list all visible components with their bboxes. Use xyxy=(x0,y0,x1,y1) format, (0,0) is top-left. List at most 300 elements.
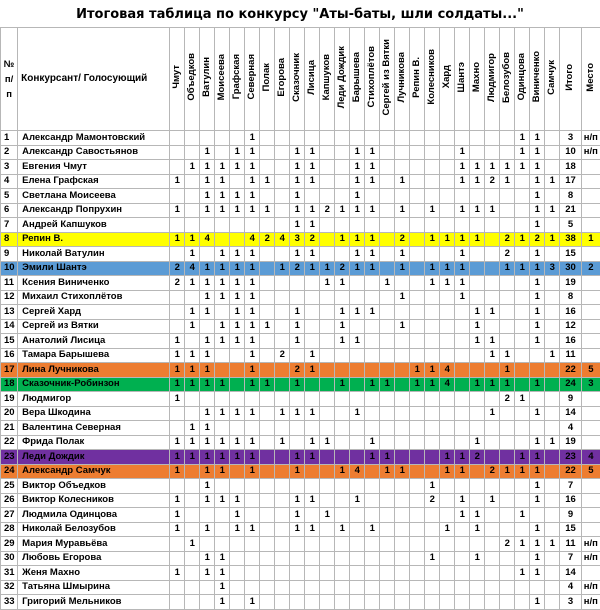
vote-cell xyxy=(515,319,530,334)
contestant-name: Сергей Хард xyxy=(18,305,170,320)
vote-cell: 3 xyxy=(290,232,305,247)
vote-cell xyxy=(365,334,380,349)
vote-cell xyxy=(350,363,365,378)
vote-cell xyxy=(215,348,230,363)
vote-cell xyxy=(215,392,230,407)
vote-cell xyxy=(545,464,560,479)
vote-cell: 1 xyxy=(380,377,395,392)
vote-cell: 1 xyxy=(230,450,245,465)
vote-cell: 1 xyxy=(200,276,215,291)
place-cell xyxy=(581,406,600,421)
vote-cell xyxy=(395,145,410,160)
vote-cell xyxy=(440,174,455,189)
vote-cell xyxy=(395,392,410,407)
vote-cell: 1 xyxy=(170,566,185,581)
vote-cell xyxy=(410,145,425,160)
vote-cell xyxy=(185,595,200,610)
vote-cell xyxy=(425,421,440,436)
vote-cell xyxy=(245,580,260,595)
header-voter-label: Одинцова xyxy=(516,53,529,100)
vote-cell: 1 xyxy=(260,319,275,334)
header-voter-label: Графская xyxy=(231,54,244,99)
table-row xyxy=(1,174,600,189)
vote-cell: 1 xyxy=(455,276,470,291)
vote-cell xyxy=(200,580,215,595)
vote-cell: 1 xyxy=(425,479,440,494)
vote-cell xyxy=(545,290,560,305)
row-number: 10 xyxy=(1,261,18,276)
vote-cell xyxy=(230,377,245,392)
vote-cell: 1 xyxy=(230,290,245,305)
vote-cell xyxy=(305,508,320,523)
vote-cell xyxy=(425,392,440,407)
row-number: 16 xyxy=(1,348,18,363)
place-cell: н/п xyxy=(581,145,600,160)
vote-cell xyxy=(365,421,380,436)
vote-cell: 3 xyxy=(545,261,560,276)
vote-cell: 1 xyxy=(290,406,305,421)
vote-cell xyxy=(335,363,350,378)
vote-cell xyxy=(305,319,320,334)
total-cell: 4 xyxy=(560,580,581,595)
vote-cell: 1 xyxy=(530,203,545,218)
vote-cell xyxy=(410,508,425,523)
header-voter xyxy=(320,28,335,131)
vote-cell xyxy=(485,319,500,334)
vote-cell: 1 xyxy=(545,203,560,218)
vote-cell: 1 xyxy=(350,203,365,218)
header-voter xyxy=(200,28,215,131)
vote-cell xyxy=(485,392,500,407)
vote-cell xyxy=(410,537,425,552)
vote-cell: 1 xyxy=(305,160,320,175)
header-place xyxy=(581,28,600,131)
vote-cell: 1 xyxy=(230,189,245,204)
vote-cell xyxy=(515,580,530,595)
total-cell: 17 xyxy=(560,174,581,189)
vote-cell xyxy=(455,479,470,494)
vote-cell xyxy=(410,232,425,247)
vote-cell xyxy=(170,319,185,334)
vote-cell: 1 xyxy=(215,203,230,218)
vote-cell xyxy=(395,348,410,363)
vote-cell: 1 xyxy=(530,334,545,349)
vote-cell: 1 xyxy=(200,377,215,392)
vote-cell xyxy=(500,421,515,436)
place-cell: н/п xyxy=(581,580,600,595)
vote-cell: 1 xyxy=(380,450,395,465)
vote-cell xyxy=(260,566,275,581)
header-voter xyxy=(350,28,365,131)
vote-cell xyxy=(275,392,290,407)
vote-cell xyxy=(170,247,185,262)
vote-cell xyxy=(395,450,410,465)
table-row xyxy=(1,290,600,305)
vote-cell xyxy=(335,595,350,610)
vote-cell xyxy=(350,290,365,305)
vote-cell xyxy=(500,566,515,581)
vote-cell xyxy=(260,493,275,508)
vote-cell xyxy=(290,421,305,436)
vote-cell: 1 xyxy=(200,203,215,218)
contestant-name: Александр Мамонтовский xyxy=(18,131,170,146)
vote-cell xyxy=(185,189,200,204)
vote-cell xyxy=(380,247,395,262)
vote-cell xyxy=(275,551,290,566)
vote-cell: 1 xyxy=(215,319,230,334)
contestant-name: Репин В. xyxy=(18,232,170,247)
vote-cell xyxy=(440,421,455,436)
vote-cell xyxy=(470,566,485,581)
vote-cell: 1 xyxy=(230,247,245,262)
vote-cell xyxy=(455,580,470,595)
vote-cell xyxy=(290,348,305,363)
vote-cell xyxy=(230,566,245,581)
vote-cell xyxy=(545,247,560,262)
vote-cell: 1 xyxy=(545,435,560,450)
vote-cell xyxy=(470,218,485,233)
vote-cell: 1 xyxy=(470,305,485,320)
vote-cell xyxy=(230,551,245,566)
vote-cell: 1 xyxy=(290,174,305,189)
vote-cell xyxy=(500,145,515,160)
vote-cell xyxy=(260,145,275,160)
vote-cell xyxy=(320,493,335,508)
vote-cell xyxy=(380,203,395,218)
vote-cell xyxy=(185,566,200,581)
vote-cell: 2 xyxy=(500,247,515,262)
vote-cell xyxy=(275,276,290,291)
vote-cell xyxy=(545,450,560,465)
row-number: 11 xyxy=(1,276,18,291)
vote-cell xyxy=(305,305,320,320)
vote-cell: 1 xyxy=(215,464,230,479)
vote-cell xyxy=(545,580,560,595)
vote-cell xyxy=(380,232,395,247)
row-number: 22 xyxy=(1,435,18,450)
vote-cell xyxy=(350,131,365,146)
vote-cell: 1 xyxy=(245,334,260,349)
vote-cell: 1 xyxy=(530,522,545,537)
header-voter-label: Шантэ xyxy=(456,62,469,92)
vote-cell xyxy=(275,363,290,378)
vote-cell: 1 xyxy=(455,261,470,276)
vote-cell: 1 xyxy=(455,203,470,218)
vote-cell: 1 xyxy=(485,305,500,320)
vote-cell xyxy=(440,131,455,146)
vote-cell: 1 xyxy=(245,261,260,276)
vote-cell: 1 xyxy=(245,131,260,146)
vote-cell: 1 xyxy=(245,290,260,305)
vote-cell xyxy=(395,363,410,378)
vote-cell xyxy=(245,566,260,581)
vote-cell xyxy=(365,493,380,508)
vote-cell xyxy=(500,450,515,465)
contestant-name: Евгения Чмут xyxy=(18,160,170,175)
vote-cell xyxy=(485,290,500,305)
vote-cell xyxy=(470,406,485,421)
vote-cell xyxy=(500,595,515,610)
vote-cell: 1 xyxy=(215,493,230,508)
vote-cell xyxy=(440,595,455,610)
vote-cell: 1 xyxy=(350,406,365,421)
vote-cell: 1 xyxy=(185,377,200,392)
header-voter-label: Чмут xyxy=(171,65,184,89)
vote-cell xyxy=(410,464,425,479)
vote-cell xyxy=(485,261,500,276)
vote-cell xyxy=(455,537,470,552)
header-voter xyxy=(260,28,275,131)
place-cell xyxy=(581,392,600,407)
vote-cell: 1 xyxy=(215,406,230,421)
vote-cell xyxy=(380,145,395,160)
vote-cell xyxy=(485,508,500,523)
vote-cell xyxy=(185,174,200,189)
vote-cell xyxy=(185,145,200,160)
vote-cell: 1 xyxy=(335,203,350,218)
vote-cell xyxy=(395,435,410,450)
contestant-name: Александр Савостьянов xyxy=(18,145,170,160)
vote-cell xyxy=(335,450,350,465)
vote-cell xyxy=(530,508,545,523)
header-total-label: Итого xyxy=(564,64,577,91)
header-voter-label: Барышева xyxy=(351,52,364,102)
vote-cell: 1 xyxy=(290,464,305,479)
vote-cell xyxy=(425,435,440,450)
header-voter-label: Махно xyxy=(471,62,484,92)
vote-cell xyxy=(410,406,425,421)
vote-cell xyxy=(440,537,455,552)
vote-cell xyxy=(515,174,530,189)
vote-cell xyxy=(395,218,410,233)
vote-cell xyxy=(365,406,380,421)
vote-cell xyxy=(395,522,410,537)
vote-cell xyxy=(545,160,560,175)
total-cell: 9 xyxy=(560,392,581,407)
total-cell: 11 xyxy=(560,348,581,363)
vote-cell xyxy=(365,580,380,595)
vote-cell xyxy=(545,377,560,392)
vote-cell xyxy=(215,218,230,233)
vote-cell xyxy=(335,218,350,233)
vote-cell: 1 xyxy=(365,203,380,218)
table-row xyxy=(1,232,600,247)
place-cell: н/п xyxy=(581,551,600,566)
header-voter xyxy=(215,28,230,131)
vote-cell: 1 xyxy=(485,406,500,421)
vote-cell xyxy=(185,290,200,305)
vote-cell: 1 xyxy=(305,145,320,160)
place-cell xyxy=(581,319,600,334)
table-row xyxy=(1,203,600,218)
vote-cell xyxy=(215,232,230,247)
vote-cell: 1 xyxy=(470,551,485,566)
vote-cell xyxy=(320,189,335,204)
header-voter-label: Стихоплётов xyxy=(366,46,379,107)
vote-cell xyxy=(530,392,545,407)
vote-cell: 1 xyxy=(425,276,440,291)
vote-cell xyxy=(440,305,455,320)
vote-cell xyxy=(530,348,545,363)
vote-cell xyxy=(350,566,365,581)
vote-cell: 1 xyxy=(305,218,320,233)
row-number: 18 xyxy=(1,377,18,392)
vote-cell: 1 xyxy=(440,232,455,247)
vote-cell xyxy=(170,421,185,436)
contestant-name: Людмигор xyxy=(18,392,170,407)
place-cell xyxy=(581,290,600,305)
vote-cell: 1 xyxy=(230,276,245,291)
vote-cell xyxy=(320,392,335,407)
header-voter xyxy=(455,28,470,131)
vote-cell xyxy=(500,290,515,305)
vote-cell xyxy=(380,537,395,552)
vote-cell: 1 xyxy=(200,160,215,175)
vote-cell xyxy=(380,363,395,378)
vote-cell: 1 xyxy=(290,160,305,175)
table-row xyxy=(1,348,600,363)
vote-cell xyxy=(275,377,290,392)
place-cell xyxy=(581,508,600,523)
vote-cell xyxy=(350,377,365,392)
vote-cell xyxy=(545,566,560,581)
total-cell: 11 xyxy=(560,537,581,552)
vote-cell xyxy=(515,595,530,610)
vote-cell xyxy=(260,450,275,465)
vote-cell xyxy=(455,421,470,436)
vote-cell xyxy=(455,334,470,349)
vote-cell xyxy=(170,580,185,595)
vote-cell xyxy=(380,551,395,566)
table-row xyxy=(1,363,600,378)
vote-cell xyxy=(470,145,485,160)
table-row xyxy=(1,160,600,175)
vote-cell xyxy=(425,334,440,349)
vote-cell xyxy=(200,131,215,146)
vote-cell xyxy=(410,247,425,262)
vote-cell: 1 xyxy=(530,290,545,305)
vote-cell xyxy=(455,551,470,566)
total-cell: 3 xyxy=(560,131,581,146)
vote-cell: 1 xyxy=(515,464,530,479)
contestant-name: Валентина Северная xyxy=(18,421,170,436)
vote-cell xyxy=(365,218,380,233)
vote-cell xyxy=(245,218,260,233)
header-voter-label: Моисеева xyxy=(216,54,229,100)
vote-cell xyxy=(260,435,275,450)
vote-cell: 1 xyxy=(230,522,245,537)
vote-cell: 1 xyxy=(515,232,530,247)
vote-cell: 1 xyxy=(530,218,545,233)
vote-cell xyxy=(515,189,530,204)
vote-cell xyxy=(380,435,395,450)
vote-cell xyxy=(350,218,365,233)
contestant-name: Женя Махно xyxy=(18,566,170,581)
vote-cell: 1 xyxy=(230,145,245,160)
vote-cell: 1 xyxy=(365,305,380,320)
vote-cell: 1 xyxy=(410,363,425,378)
place-cell: 1 xyxy=(581,232,600,247)
row-number: 19 xyxy=(1,392,18,407)
row-number: 9 xyxy=(1,247,18,262)
vote-cell xyxy=(410,551,425,566)
vote-cell: 1 xyxy=(170,464,185,479)
row-number: 20 xyxy=(1,406,18,421)
vote-cell xyxy=(455,348,470,363)
vote-cell xyxy=(530,363,545,378)
vote-cell xyxy=(350,348,365,363)
vote-cell: 1 xyxy=(320,261,335,276)
vote-cell xyxy=(425,247,440,262)
vote-cell xyxy=(350,537,365,552)
row-number: 12 xyxy=(1,290,18,305)
vote-cell xyxy=(470,493,485,508)
vote-cell: 1 xyxy=(530,537,545,552)
table-row xyxy=(1,145,600,160)
vote-cell xyxy=(305,566,320,581)
vote-cell: 1 xyxy=(425,363,440,378)
vote-cell: 1 xyxy=(335,377,350,392)
vote-cell: 1 xyxy=(185,319,200,334)
vote-cell xyxy=(335,551,350,566)
total-cell: 10 xyxy=(560,145,581,160)
vote-cell xyxy=(230,348,245,363)
vote-cell xyxy=(245,493,260,508)
vote-cell: 1 xyxy=(200,363,215,378)
vote-cell xyxy=(380,522,395,537)
row-number: 30 xyxy=(1,551,18,566)
vote-cell xyxy=(380,305,395,320)
vote-cell: 1 xyxy=(290,305,305,320)
vote-cell: 1 xyxy=(290,522,305,537)
vote-cell: 1 xyxy=(260,203,275,218)
vote-cell: 1 xyxy=(365,247,380,262)
header-voter xyxy=(515,28,530,131)
vote-cell: 2 xyxy=(500,392,515,407)
vote-cell xyxy=(515,377,530,392)
vote-cell xyxy=(305,290,320,305)
vote-cell xyxy=(410,522,425,537)
row-number: 28 xyxy=(1,522,18,537)
vote-cell: 1 xyxy=(365,174,380,189)
vote-cell xyxy=(320,232,335,247)
vote-cell: 1 xyxy=(365,450,380,465)
row-number: 24 xyxy=(1,464,18,479)
vote-cell: 1 xyxy=(455,174,470,189)
vote-cell: 1 xyxy=(170,450,185,465)
vote-cell xyxy=(380,566,395,581)
vote-cell xyxy=(230,363,245,378)
vote-cell: 1 xyxy=(335,232,350,247)
vote-cell xyxy=(275,595,290,610)
row-number: 6 xyxy=(1,203,18,218)
vote-cell: 1 xyxy=(500,348,515,363)
vote-cell: 1 xyxy=(455,508,470,523)
vote-cell: 2 xyxy=(470,450,485,465)
vote-cell: 1 xyxy=(245,276,260,291)
total-cell: 18 xyxy=(560,160,581,175)
vote-cell: 1 xyxy=(305,435,320,450)
place-cell xyxy=(581,479,600,494)
vote-cell xyxy=(485,580,500,595)
vote-cell xyxy=(545,145,560,160)
vote-cell xyxy=(485,595,500,610)
vote-cell xyxy=(230,479,245,494)
vote-cell xyxy=(290,290,305,305)
row-number: 25 xyxy=(1,479,18,494)
vote-cell: 1 xyxy=(185,450,200,465)
vote-cell: 1 xyxy=(200,450,215,465)
